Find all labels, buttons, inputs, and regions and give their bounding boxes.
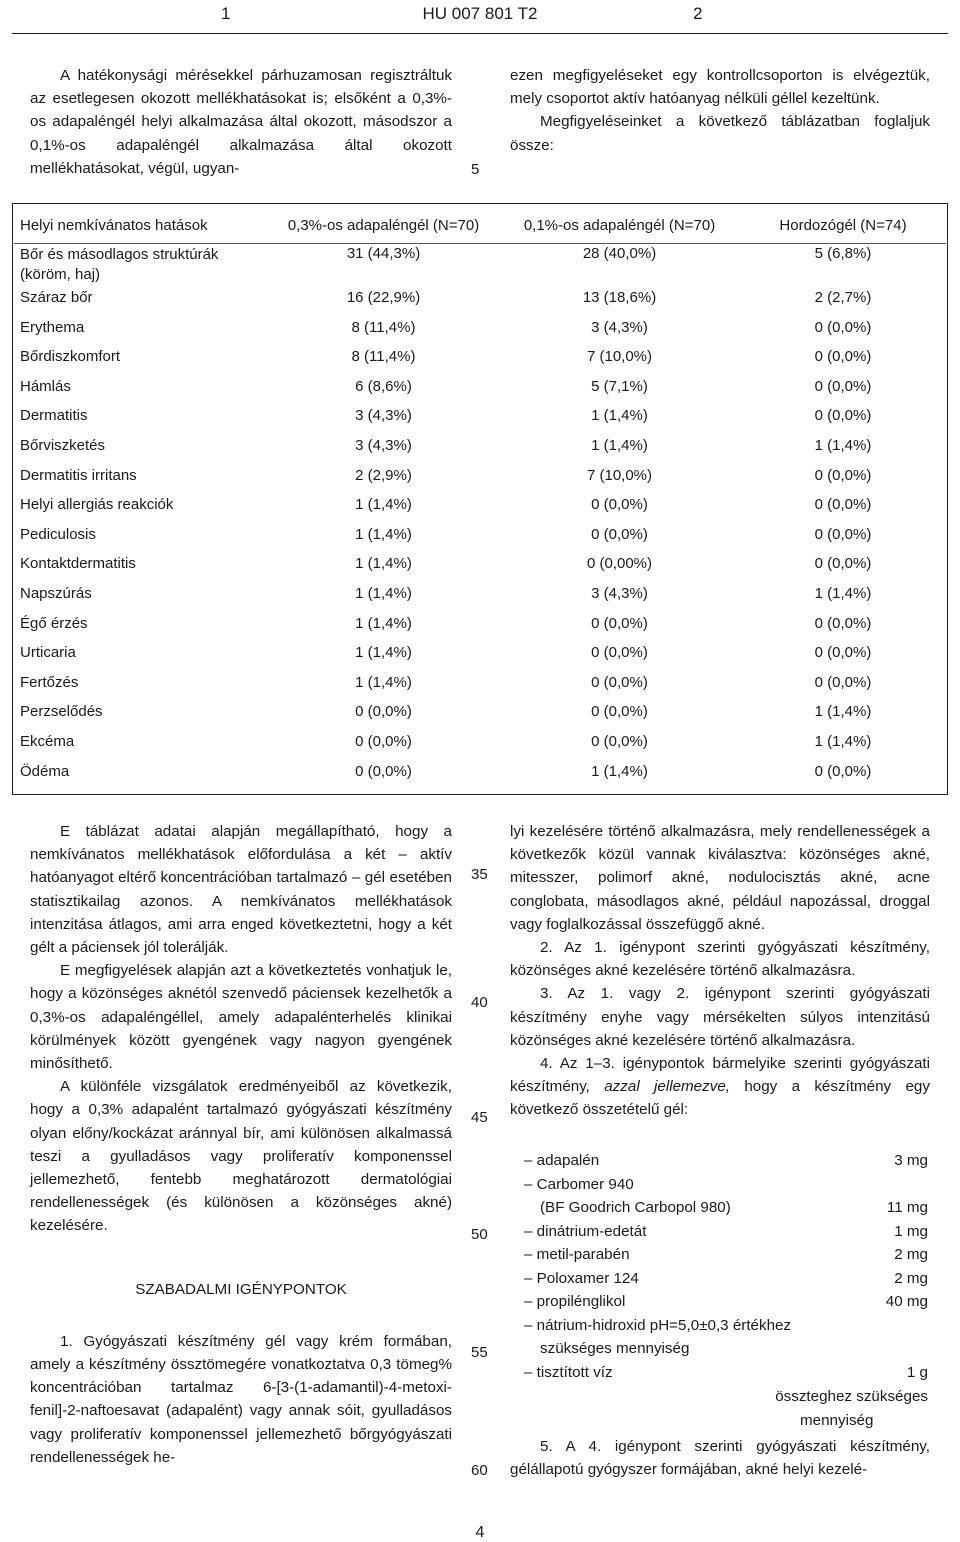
- formula-row: [524, 1317, 928, 1341]
- line-number: 55: [471, 1344, 488, 1361]
- water-note-1: összteghez szükséges: [775, 1388, 928, 1405]
- ingredient-amount: 1 g: [906, 1363, 928, 1381]
- value-cell: 0 (0,0%): [591, 644, 648, 662]
- paragraph-2: E megfigyelések alapján azt a következtetés vonhatjuk le, hogy a közönséges aknétól szenvedő páciensek kezelhetők a 0,3%-os adapaléngéllel, amely adapalénterhelés klinikai körülmények között gyengének vagy nagyon gyengének minősíthető.: [30, 962, 452, 1073]
- table-row: [14, 434, 948, 464]
- formula-row: [524, 1152, 928, 1176]
- formula-row: [524, 1340, 928, 1364]
- effect-name-cell: Napszúrás: [20, 584, 92, 602]
- value-cell: 3 (4,3%): [591, 584, 648, 602]
- value-cell: 0 (0,0%): [355, 732, 412, 750]
- table-header-cell: 0,3%-os adapaléngél (N=70): [287, 216, 480, 234]
- ingredient-amount: 1 mg: [894, 1222, 928, 1240]
- claim-3: 3. Az 1. vagy 2. igénypont szerinti gyógyászati készítmény enyhe vagy mérsékelten súlyos intenzitású közönséges akné kezelésére történő alkalmazásra.: [510, 985, 930, 1049]
- ingredient-amount: 40 mg: [885, 1293, 928, 1310]
- value-cell: 0 (0,0%): [814, 673, 872, 691]
- value-cell: 1 (1,4%): [814, 436, 872, 454]
- formula-row: [524, 1176, 928, 1200]
- effect-name-cell: Száraz bőr: [20, 289, 93, 306]
- line-number: 60: [471, 1462, 488, 1479]
- footer-page-number: 4: [475, 1524, 485, 1541]
- formula-row: [524, 1223, 928, 1247]
- value-cell: 1 (1,4%): [591, 436, 648, 454]
- value-cell: 5 (7,1%): [591, 377, 648, 395]
- value-cell: 3 (4,3%): [591, 318, 648, 336]
- claim-5: 5. A 4. igénypont szerinti gyógyászati készítmény, gélállapotú gyógyszer formájában, akné helyi kezelé-: [510, 1438, 930, 1479]
- effect-name-cell: Pediculosis: [20, 525, 96, 543]
- table-header-cell: Helyi nemkívánatos hatások: [20, 216, 208, 234]
- value-cell: 7 (10,0%): [586, 466, 653, 484]
- table-row: [14, 760, 948, 790]
- formula-row: [524, 1270, 928, 1294]
- effect-name-cell: Kontaktdermatitis: [20, 555, 136, 573]
- water-note-2: mennyiség: [800, 1412, 874, 1429]
- value-cell: 1 (1,4%): [355, 614, 412, 632]
- right-page-number: 2: [693, 4, 703, 23]
- value-cell: 0 (0,0%): [591, 673, 648, 691]
- formula-row: [524, 1246, 928, 1270]
- value-cell: 1 (1,4%): [814, 732, 872, 750]
- value-cell: 0 (0,0%): [814, 762, 872, 780]
- table-row: [14, 464, 948, 494]
- intro-right-text: [510, 64, 930, 157]
- value-cell: 7 (10,0%): [586, 348, 653, 366]
- value-cell: 0 (0,0%): [591, 732, 648, 750]
- value-cell: 1 (1,4%): [591, 762, 648, 780]
- ingredient-name: – tisztított víz: [524, 1363, 613, 1381]
- value-cell: 1 (1,4%): [355, 525, 412, 543]
- value-cell: 28 (40,0%): [582, 245, 657, 262]
- table-row: [14, 641, 948, 671]
- value-cell: 3 (4,3%): [355, 407, 412, 425]
- claim-4: [510, 1052, 930, 1122]
- ingredient-amount: 2 mg: [894, 1269, 928, 1287]
- table-header-cell: 0,1%-os adapaléngél (N=70): [523, 216, 716, 234]
- effect-name-cell: Erythema: [20, 318, 85, 336]
- value-cell: 0 (0,0%): [355, 762, 412, 780]
- ingredient-name: – Carbomer 940: [524, 1175, 634, 1193]
- value-cell: 0 (0,0%): [814, 318, 872, 336]
- ingredient-name: – metil-parabén: [524, 1246, 630, 1263]
- lower-left-text: [30, 820, 452, 1469]
- effect-name-cell: Ekcéma: [20, 732, 75, 750]
- table-row: [14, 582, 948, 612]
- value-cell: 16 (22,9%): [346, 289, 421, 306]
- value-cell: 0 (0,0%): [591, 614, 648, 632]
- intro-right-paragraph-1: ezen megfigyeléseket egy kontrollcsoporton is elvégeztük, mely csoportot aktív hatóanyag nélküli géllel kezeltünk.: [510, 67, 930, 108]
- claim-4-intro: 4. Az 1–3. igénypontok bármelyike szerinti gyógyászati készítmény,: [510, 1055, 930, 1096]
- table-row: [14, 242, 948, 286]
- value-cell: 0 (0,0%): [814, 496, 872, 514]
- value-cell: 0 (0,00%): [586, 555, 653, 573]
- effect-name-cell: Fertőzés: [20, 673, 79, 691]
- header-rule: [12, 33, 948, 34]
- value-cell: 2 (2,9%): [355, 466, 412, 484]
- claim-4-outro: hogy a készítmény egy következő összetételű gél:: [510, 1078, 930, 1119]
- value-cell: 0 (0,0%): [814, 555, 872, 573]
- ingredient-name: – Poloxamer 124: [524, 1269, 639, 1287]
- table-row: [14, 345, 948, 375]
- value-cell: 5 (6,8%): [814, 245, 872, 262]
- ingredient-name: – adapalén: [524, 1152, 600, 1169]
- intro-left-paragraph: A hatékonysági mérésekkel párhuzamosan regisztráltuk az esetlegesen okozott mellékhatásokat is; elsőként a 0,3%-os adapaléngél helyi alkalmazása által okozott, másodszor a 0,1%-os adapaléngél alkalmazása által okozott mellékhatásokat, végül, ugyan-: [30, 67, 452, 177]
- table-header-rule: [14, 243, 946, 244]
- intro-right-paragraph-2: Megfigyeléseinket a következő táblázatban foglaljuk össze:: [510, 113, 930, 154]
- formula-row: [524, 1364, 928, 1388]
- line-number-5: 5: [471, 161, 480, 178]
- ingredient-name: – dinátrium-edetát: [524, 1222, 647, 1240]
- value-cell: 0 (0,0%): [591, 525, 648, 543]
- ingredient-name: (BF Goodrich Carbopol 980): [540, 1199, 731, 1216]
- line-number: 45: [471, 1109, 488, 1126]
- ingredient-amount: 11 mg: [886, 1199, 928, 1216]
- value-cell: 8 (11,4%): [351, 318, 416, 336]
- table-row: [14, 612, 948, 642]
- line-number: 50: [471, 1226, 488, 1243]
- document-id: HU 007 801 T2: [422, 4, 538, 23]
- value-cell: 1 (1,4%): [355, 644, 412, 662]
- left-page-number: 1: [221, 4, 231, 23]
- effect-name-cell: Égő érzés: [20, 614, 88, 632]
- effect-name-cell: Perzselődés: [20, 703, 103, 721]
- effect-name-cell: Dermatitis irritans: [20, 466, 137, 484]
- line-number: 40: [471, 994, 488, 1011]
- table-row: [14, 552, 948, 582]
- ingredient-name: – propilénglikol: [524, 1293, 626, 1310]
- table-row: [14, 286, 948, 316]
- effect-name-cell: Bőr és másodlagos struktúrák (köröm, haj): [20, 246, 219, 283]
- ingredient-name: szükséges mennyiség: [540, 1340, 690, 1357]
- value-cell: 13 (18,6%): [582, 289, 657, 306]
- table-row: [14, 671, 948, 701]
- table-header-cell: Hordozógél (N=74): [779, 216, 907, 234]
- table-row: [14, 523, 948, 553]
- value-cell: 1 (1,4%): [355, 496, 412, 514]
- value-cell: 6 (8,6%): [355, 377, 412, 395]
- effect-name-cell: Bőrviszketés: [20, 436, 106, 454]
- value-cell: 1 (1,4%): [591, 407, 648, 425]
- table-row: [14, 730, 948, 760]
- value-cell: 1 (1,4%): [814, 584, 872, 602]
- intro-left-text: [30, 64, 452, 180]
- effect-name-cell: Dermatitis: [20, 407, 88, 425]
- value-cell: 0 (0,0%): [591, 703, 648, 721]
- claim-2: 2. Az 1. igénypont szerinti gyógyászati készítmény, közönséges akné kezelésére történő alkalmazásra.: [510, 939, 930, 980]
- table-row: [14, 375, 948, 405]
- effect-name-cell: Helyi allergiás reakciók: [20, 496, 174, 514]
- table-row: [14, 316, 948, 346]
- value-cell: 0 (0,0%): [814, 525, 872, 543]
- value-cell: 3 (4,3%): [355, 436, 412, 454]
- effect-name-cell: Ödéma: [20, 762, 70, 780]
- effect-name-cell: Hámlás: [20, 377, 71, 395]
- formula-row: [524, 1293, 928, 1317]
- effect-name-cell: Urticaria: [20, 644, 76, 662]
- table-header-row: [14, 208, 948, 242]
- ingredient-name: – nátrium-hidroxid pH=5,0±0,3 értékhez: [524, 1316, 792, 1334]
- value-cell: 0 (0,0%): [591, 496, 648, 514]
- value-cell: 0 (0,0%): [814, 377, 872, 395]
- table-row: [14, 404, 948, 434]
- effect-name-cell: Bőrdiszkomfort: [20, 348, 121, 366]
- claim-1-continued: lyi kezelésére történő alkalmazásra, mely rendellenességek a következők közül vannak kiválasztva: közönséges akné, mitesszer, polimorf akné, nodulocisztás akné, acne conglobata, másodlagos akné, például napozással, droggal vagy foglalkozással összefüggő akné.: [510, 823, 930, 933]
- value-cell: 1 (1,4%): [814, 703, 872, 721]
- value-cell: 1 (1,4%): [355, 584, 412, 602]
- claims-title: SZABADALMI IGÉNYPONTOK: [135, 1280, 347, 1298]
- claim-4-emphasis: azzal jellemezve,: [604, 1078, 730, 1096]
- line-number: 35: [471, 866, 488, 883]
- value-cell: 31 (44,3%): [346, 245, 421, 262]
- ingredient-amount: 3 mg: [894, 1152, 928, 1169]
- claim-1: 1. Gyógyászati készítmény gél vagy krém formában, amely a készítmény össztömegére vonatkoztatva 0,3 tömeg% koncentrációban tartalmaz 6-[3-(1-adamantil)-4-metoxi-fenil]-2-naftoesavat (adapalént) vagy annak sóit, gyulladásos vagy proliferatív komponenssel jellemezhető bőrgyógyászati rendellenességek he-: [30, 1332, 452, 1466]
- value-cell: 1 (1,4%): [355, 555, 412, 573]
- paragraph-3: A különféle vizsgálatok eredményeiből az következik, hogy a 0,3% adapalént tartalmazó gyógyászati készítmény olyan előny/kockázat aránnyal bír, ami különösen alkalmassá teszi a gyulladásos vagy proliferatív komponenssel jellemezhető, fentebb meghatározott dermatológiai rendellenességek (és különösen a közönséges akné) kezelésére.: [30, 1078, 452, 1235]
- lower-right-text: [510, 820, 930, 1122]
- table-row: [14, 493, 948, 523]
- table-row: [14, 700, 948, 730]
- value-cell: 1 (1,4%): [355, 673, 412, 691]
- claim-5-block: [510, 1435, 930, 1481]
- gel-formula-list: [524, 1152, 928, 1387]
- ingredient-amount: 2 mg: [894, 1246, 928, 1263]
- value-cell: 0 (0,0%): [814, 407, 872, 425]
- adverse-effects-table: [14, 208, 948, 789]
- value-cell: 2 (2,7%): [814, 289, 872, 306]
- value-cell: 0 (0,0%): [814, 614, 872, 632]
- value-cell: 0 (0,0%): [814, 644, 872, 662]
- formula-row: [524, 1199, 928, 1223]
- paragraph-1: E táblázat adatai alapján megállapítható, hogy a nemkívánatos mellékhatások előfordulása a két – aktív hatóanyagot eltérő koncentrációban tartalmazó – gél esetében statisztikailag azonos. A nemkívánatos mellékhatások intenzitása átlagos, ami arra enged következtetni, hogy a két gélt a páciensek jól tolerálják.: [30, 823, 452, 957]
- value-cell: 0 (0,0%): [814, 466, 872, 484]
- value-cell: 8 (11,4%): [351, 348, 416, 366]
- value-cell: 0 (0,0%): [814, 348, 872, 366]
- value-cell: 0 (0,0%): [355, 703, 412, 721]
